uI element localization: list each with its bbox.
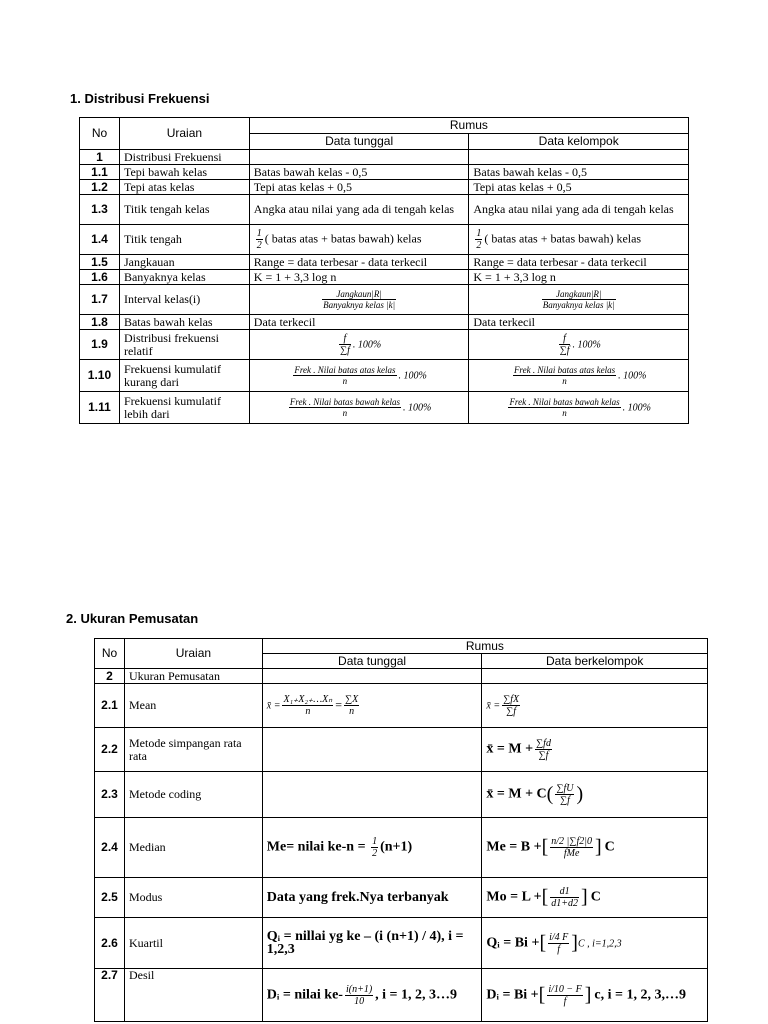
table-row: 1.8 Batas bawah kelas Data terkecil Data terkecil bbox=[80, 315, 689, 330]
table-row: 2.1 Mean x̄ = $\frac{\text{X₁₊X₂₊…Xₙ}}{n}$ = $\frac{\sum X}{n}$ x̄ = $\frac{\sum fX}{\sum f}$ bbox=[95, 684, 708, 728]
section2-title: 2. Ukuran Pemusatan bbox=[66, 611, 199, 626]
frequency-distribution-table bbox=[79, 117, 689, 424]
table-row: 2.7 Desil Dᵢ = nilai ke- $\frac{i(n+1)}{10}$ , i = 1, 2, 3…9 Dᵢ = Bi +[ $\frac{i/10 - F}{f}$ ] c, i = 1, 2, 3,…9 bbox=[95, 969, 708, 1022]
section1-title: 1. Distribusi Frekuensi bbox=[70, 91, 210, 106]
col-uraian: Uraian bbox=[124, 639, 262, 669]
table-row: 2.2 Metode simpangan rata rata x̄ = M + $\frac{\sum fd}{\sum f}$ bbox=[95, 728, 708, 772]
table-row: 1 Distribusi Frekuensi bbox=[80, 150, 689, 165]
table-row: 1.5 Jangkauan Range = data terbesar - data terkecil Range = data terbesar - data terkecil bbox=[80, 255, 689, 270]
table-row: 1.10 Frekuensi kumulatif kurang dari $\frac{\text{Frek . Nilai batas atas kelas}}{n}$ . 100% $\frac{\text{Frek . Nilai batas atas kelas}}{n}$ . 100% bbox=[80, 360, 689, 392]
col-no: No bbox=[95, 639, 125, 669]
table-row: 1.4 Titik tengah $\frac{1}{2}$ ( batas atas + batas bawah) kelas $\frac{1}{2}$ ( batas atas + batas bawah) kelas bbox=[80, 225, 689, 255]
table-row: 2 Ukuran Pemusatan bbox=[95, 669, 708, 684]
table-row: 1.7 Interval kelas(i) $\frac{\text{Jangkaun|R|}}{\text{Banyaknya kelas |k|}}$ $\frac{\text{Jangkaun|R|}}{\text{Banyaknya kelas |k|}}$ bbox=[80, 285, 689, 315]
table-row: 1.6 Banyaknya kelas K = 1 + 3,3 log n K = 1 + 3,3 log n bbox=[80, 270, 689, 285]
table-row: 2.4 Median Me= nilai ke-n = $\frac{1}{2}$ (n+1) Me = B +[ $\frac{n/2 |\sum f2|0}{\text{fMe}}$ ] C bbox=[95, 818, 708, 878]
col-no: No bbox=[80, 118, 120, 150]
table-row: 2.3 Metode coding x̄ = M + C( $\frac{\sum fU}{\sum f}$ ) bbox=[95, 772, 708, 818]
table-row: 2.5 Modus Data yang frek.Nya terbanyak Mo = L +[ $\frac{d1}{d1+d2}$ ] C bbox=[95, 878, 708, 918]
col-data-tunggal: Data tunggal bbox=[262, 654, 482, 669]
table-row: 1.3 Titik tengah kelas Angka atau nilai yang ada di tengah kelas Angka atau nilai yang ada di tengah kelas bbox=[80, 195, 689, 225]
table-row: 1.2 Tepi atas kelas Tepi atas kelas + 0,5 Tepi atas kelas + 0,5 bbox=[80, 180, 689, 195]
table-row: 1.1 Tepi bawah kelas Batas bawah kelas - 0,5 Batas bawah kelas - 0,5 bbox=[80, 165, 689, 180]
table-row: 1.11 Frekuensi kumulatif lebih dari $\frac{\text{Frek . Nilai batas bawah kelas}}{n}$ . 100% $\frac{\text{Frek . Nilai batas bawah kelas}}{n}$ . 100% bbox=[80, 392, 689, 424]
col-data-kelompok: Data kelompok bbox=[469, 134, 689, 150]
col-data-tunggal: Data tunggal bbox=[249, 134, 469, 150]
central-tendency-table bbox=[94, 638, 708, 1022]
table-row: 1.9 Distribusi frekuensi relatif $\frac{f}{\sum f}$ . 100% $\frac{f}{\sum f}$ . 100% bbox=[80, 330, 689, 360]
col-rumus: Rumus bbox=[249, 118, 688, 134]
col-rumus: Rumus bbox=[262, 639, 707, 654]
col-uraian: Uraian bbox=[119, 118, 249, 150]
table-row: 2.6 Kuartil Qᵢ = nillai yg ke – (i (n+1) / 4), i = 1,2,3 Qᵢ = Bi +[ $\frac{i/4 F}{f}$ ]C , i=1,2,3 bbox=[95, 918, 708, 969]
col-data-berkelompok: Data berkelompok bbox=[482, 654, 708, 669]
